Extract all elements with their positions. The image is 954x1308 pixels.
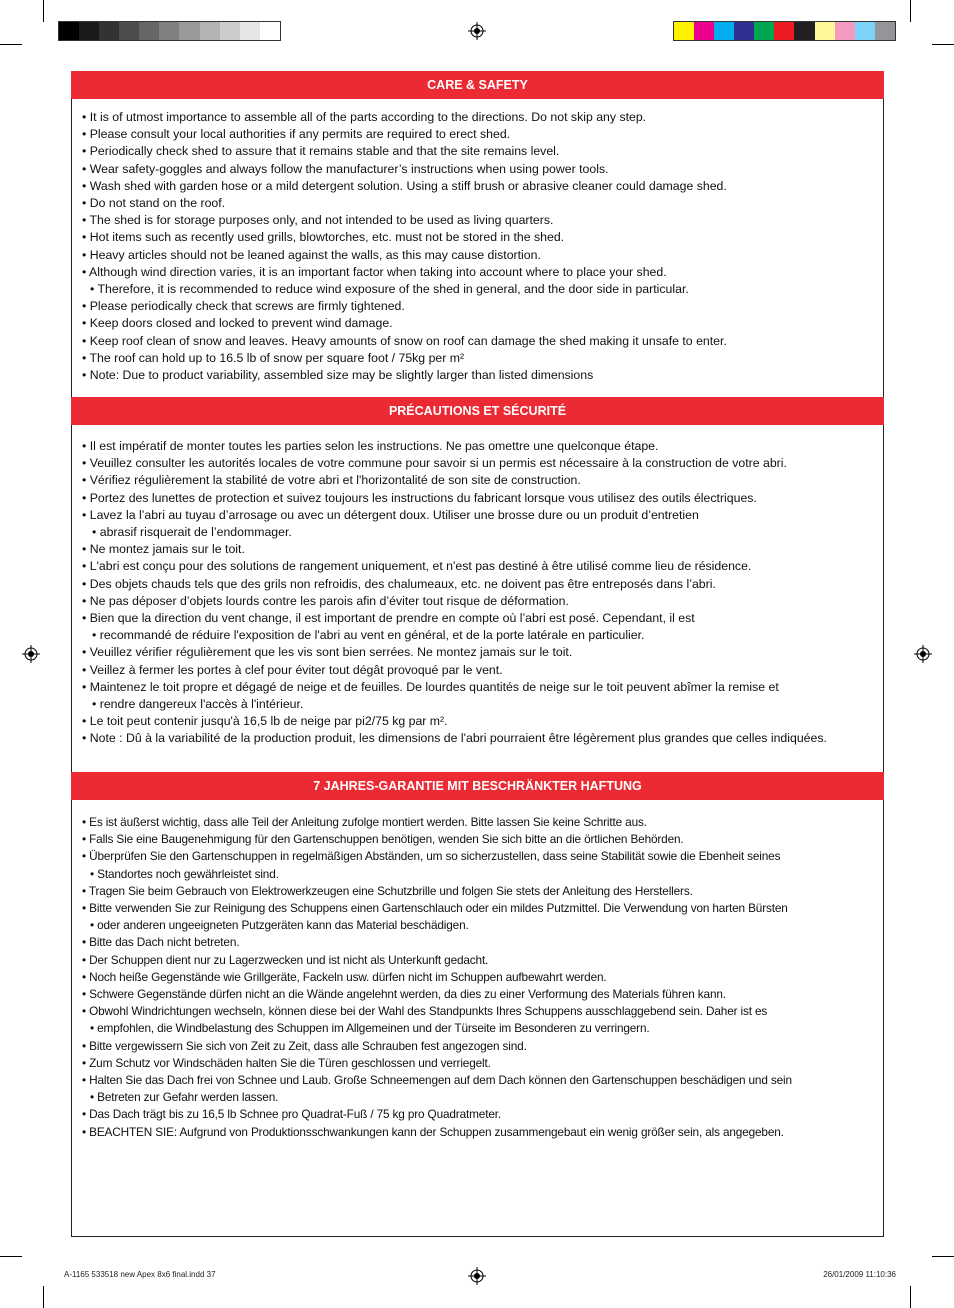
list-item: • Wash shed with garden hose or a mild detergent solution. Using a stiff brush or abrasive cleaner could damage shed. <box>82 178 872 195</box>
calibration-swatch <box>855 22 875 40</box>
list-item: • L'abri est conçu pour des solutions de rangement uniquement, et n'est pas destiné à être utilisé comme lieu de résidence. <box>82 558 872 575</box>
list-item: • Heavy articles should not be leaned against the walls, as this may cause distortion. <box>82 247 872 264</box>
calibration-swatch <box>139 22 159 40</box>
list-item-continuation: • rendre dangereux l'accès à l'intérieur. <box>82 696 872 713</box>
list-item: • Note : Dû à la variabilité de la production produit, les dimensions de l'abri pourraient être légèrement plus grandes que celles indiquées. <box>82 730 872 747</box>
calibration-swatch <box>59 22 79 40</box>
list-item: • Ne pas déposer d’objets lourds contre les parois afin d’éviter tout risque de déformation. <box>82 593 872 610</box>
list-item-continuation: • recommandé de réduire l'exposition de l'abri au vent en général, et de la porte latérale en particulier. <box>82 627 872 644</box>
calibration-swatch <box>240 22 260 40</box>
calibration-swatch <box>754 22 774 40</box>
footer-filename: A-1165 533518 new Apex 8x6 final.indd 37 <box>64 1270 216 1279</box>
list-item: • Veuillez vérifier régulièrement que les vis sont bien serrées. Ne montez jamais sur le toit. <box>82 644 872 661</box>
calibration-swatch <box>119 22 139 40</box>
list-item: • Do not stand on the roof. <box>82 195 872 212</box>
list-item: • Bien que la direction du vent change, il est important de prendre en compte où l’abri est posé. Cependant, il est <box>82 610 872 627</box>
calibration-swatch <box>159 22 179 40</box>
list-item: • Note: Due to product variability, assembled size may be slightly larger than listed dimensions <box>82 367 872 384</box>
list-item: • Hot items such as recently used grills, blowtorches, etc. must not be stored in the shed. <box>82 229 872 246</box>
calibration-swatch <box>694 22 714 40</box>
list-item: • Veillez à fermer les portes à clef pour éviter tout dégât provoqué par le vent. <box>82 662 872 679</box>
list-item: • Der Schuppen dient nur zu Lagerzwecken und ist nicht als Unterkunft gedacht. <box>82 952 872 969</box>
calibration-swatch <box>179 22 199 40</box>
list-item: • Il est impératif de monter toutes les parties selon les instructions. Ne pas omettre une quelconque étape. <box>82 438 872 455</box>
list-item: • Bitte vergewissern Sie sich von Zeit zu Zeit, dass alle Schrauben fest angezogen sind. <box>82 1038 872 1055</box>
calibration-swatch <box>875 22 895 40</box>
calibration-swatch <box>99 22 119 40</box>
care-safety-list <box>82 109 872 384</box>
calibration-swatch <box>794 22 814 40</box>
calibration-swatch <box>220 22 240 40</box>
list-item: • Bitte verwenden Sie zur Reinigung des Schuppens einen Gartenschlauch oder ein mildes Putzmittel. Die Verwendung von harten Bürsten <box>82 900 872 917</box>
list-item: • Noch heiße Gegenstände wie Grillgeräte, Fackeln usw. dürfen nicht im Schuppen aufbewahrt werden. <box>82 969 872 986</box>
grayscale-calibration-bar <box>58 21 281 41</box>
section-heading-english: CARE & SAFETY <box>71 71 884 99</box>
registration-mark-icon <box>22 645 40 663</box>
calibration-swatch <box>734 22 754 40</box>
registration-mark-icon <box>468 22 486 40</box>
list-item: • Keep roof clean of snow and leaves. Heavy amounts of snow on roof can damage the shed making it unsafe to enter. <box>82 333 872 350</box>
color-calibration-bar <box>673 21 896 41</box>
list-item: • Maintenez le toit propre et dégagé de neige et de feuilles. De lourdes quantités de neige sur le toit peuvent abîmer la remise et <box>82 679 872 696</box>
calibration-swatch <box>674 22 694 40</box>
list-item: • Tragen Sie beim Gebrauch von Elektrowerkzeugen eine Schutzbrille und folgen Sie stets der Anleitung des Herstellers. <box>82 883 872 900</box>
section-heading-german: 7 JAHRES-GARANTIE MIT BESCHRÄNKTER HAFTUNG <box>71 772 884 800</box>
list-item: • Keep doors closed and locked to prevent wind damage. <box>82 315 872 332</box>
list-item: • Portez des lunettes de protection et suivez toujours les instructions du fabricant lorsque vous utilisez des outils électriques. <box>82 490 872 507</box>
list-item: • Halten Sie das Dach frei von Schnee und Laub. Große Schneemengen auf dem Dach können den Gartenschuppen beschädigen und sein <box>82 1072 872 1089</box>
list-item: • Falls Sie eine Baugenehmigung für den Gartenschuppen benötigen, wenden Sie sich bitte an die örtlichen Behörden. <box>82 831 872 848</box>
list-item: • Schwere Gegenstände dürfen nicht an die Wände angelehnt werden, da dies zu einer Verformung des Materials führen kann. <box>82 986 872 1003</box>
list-item: • Es ist äußerst wichtig, dass alle Teil der Anleitung zufolge montiert werden. Bitte lassen Sie keine Schritte aus. <box>82 814 872 831</box>
calibration-swatch <box>815 22 835 40</box>
list-item: • Vérifiez régulièrement la stabilité de votre abri et l'horizontalité de son site de construction. <box>82 472 872 489</box>
section-heading-french: PRÉCAUTIONS ET SÉCURITÉ <box>71 397 884 425</box>
list-item: • Wear safety-goggles and always follow the manufacturer’s instructions when using power tools. <box>82 161 872 178</box>
list-item: • It is of utmost importance to assemble all of the parts according to the directions. Do not skip any step. <box>82 109 872 126</box>
list-item: • Please consult your local authorities if any permits are required to erect shed. <box>82 126 872 143</box>
garantie-list <box>82 814 872 1141</box>
list-item: • The shed is for storage purposes only, and not intended to be used as living quarters. <box>82 212 872 229</box>
list-item: • Obwohl Windrichtungen wechseln, können diese bei der Wahl des Standpunkts Ihres Schuppens ausschlaggebend sein. Daher ist es <box>82 1003 872 1020</box>
list-item: • Ne montez jamais sur le toit. <box>82 541 872 558</box>
list-item: • Lavez la l’abri au tuyau d’arrosage ou avec un détergent doux. Utiliser une brosse dure ou un produit d’entretien <box>82 507 872 524</box>
calibration-swatch <box>200 22 220 40</box>
calibration-swatch <box>260 22 280 40</box>
footer-timestamp: 26/01/2009 11:10:36 <box>823 1270 896 1279</box>
list-item: • Please periodically check that screws are firmly tightened. <box>82 298 872 315</box>
list-item-continuation: • oder anderen ungeeigneten Putzgeräten kann das Material beschädigen. <box>82 917 872 934</box>
list-item: • Zum Schutz vor Windschäden halten Sie die Türen geschlossen und verriegelt. <box>82 1055 872 1072</box>
registration-mark-icon <box>468 1267 486 1285</box>
list-item: • Das Dach trägt bis zu 16,5 lb Schnee pro Quadrat-Fuß / 75 kg pro Quadratmeter. <box>82 1106 872 1123</box>
list-item: • BEACHTEN SIE: Aufgrund von Produktionsschwankungen kann der Schuppen zusammengebaut ein wenig größer sein, als angegeben. <box>82 1124 872 1141</box>
list-item-continuation: • empfohlen, die Windbelastung des Schuppen im Allgemeinen und der Türseite im Besonderen zu verringern. <box>82 1020 872 1037</box>
calibration-swatch <box>774 22 794 40</box>
calibration-swatch <box>714 22 734 40</box>
list-item-continuation: • Standortes noch gewährleistet sind. <box>82 866 872 883</box>
calibration-swatch <box>835 22 855 40</box>
registration-mark-icon <box>914 645 932 663</box>
list-item: • Although wind direction varies, it is an important factor when taking into account where to place your shed. <box>82 264 872 281</box>
list-item: • Periodically check shed to assure that it remains stable and that the site remains level. <box>82 143 872 160</box>
list-item-continuation: • abrasif risquerait de l’endommager. <box>82 524 872 541</box>
list-item: • Veuillez consulter les autorités locales de votre commune pour savoir si un permis est nécessaire à la construction de votre abri. <box>82 455 872 472</box>
list-item: • Bitte das Dach nicht betreten. <box>82 934 872 951</box>
list-item-continuation: • Therefore, it is recommended to reduce wind exposure of the shed in general, and the door side in particular. <box>82 281 872 298</box>
list-item: • Überprüfen Sie den Gartenschuppen in regelmäßigen Abständen, um so sicherzustellen, dass seine Stabilität sowie die Ebenheit seines <box>82 848 872 865</box>
list-item: • Des objets chauds tels que des grils non refroidis, des chalumeaux, etc. ne doivent pas être entreposés dans l’abri. <box>82 576 872 593</box>
list-item: • The roof can hold up to 16.5 lb of snow per square foot / 75kg per m² <box>82 350 872 367</box>
list-item-continuation: • Betreten zur Gefahr werden lassen. <box>82 1089 872 1106</box>
list-item: • Le toit peut contenir jusqu'à 16,5 lb de neige par pi2/75 kg par m². <box>82 713 872 730</box>
precautions-list <box>82 438 872 748</box>
calibration-swatch <box>79 22 99 40</box>
